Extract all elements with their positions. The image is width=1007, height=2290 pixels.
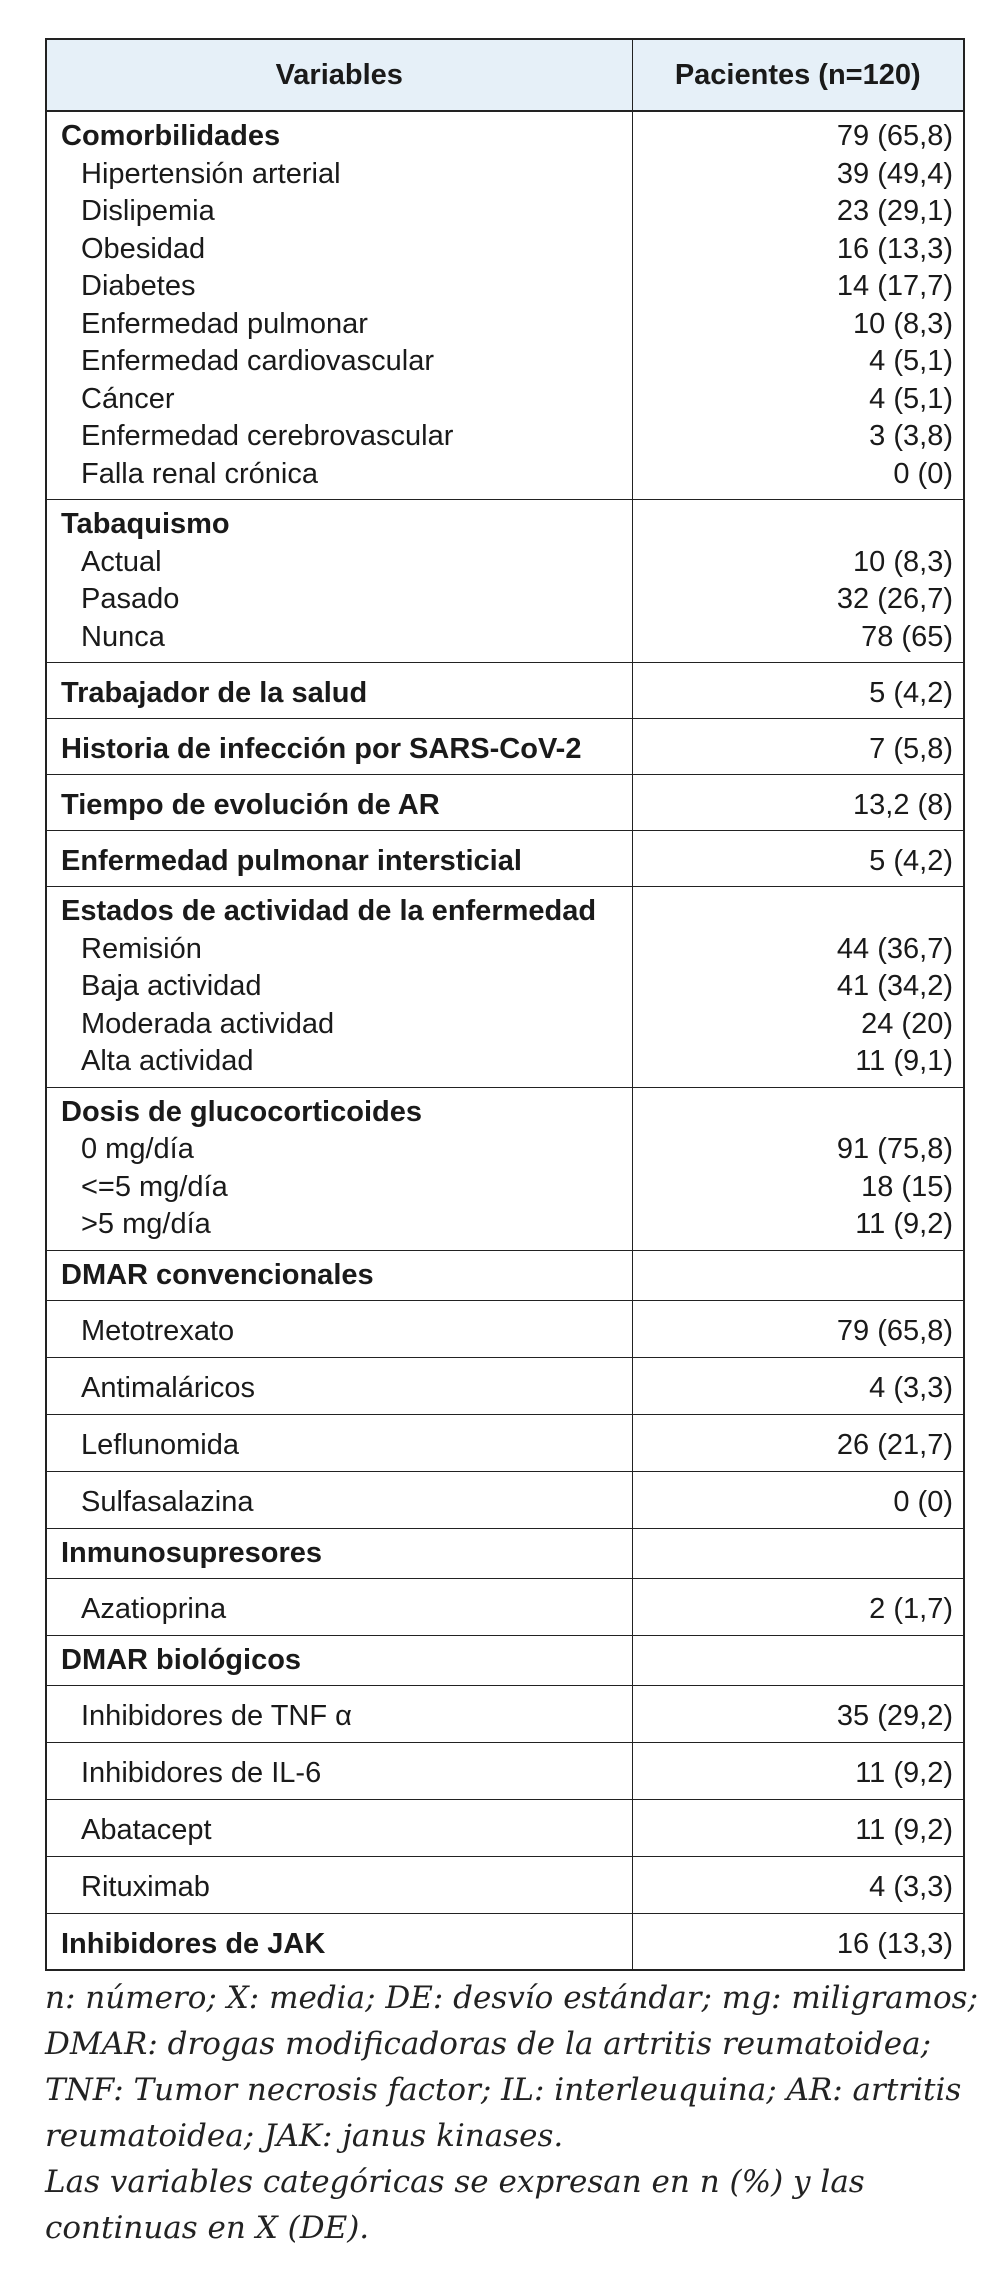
item-label: Cáncer: [81, 382, 175, 415]
item-label: Hipertensión arterial: [81, 157, 341, 190]
item-value: 4 (5,1): [869, 345, 953, 377]
data-table-container: [45, 38, 965, 1971]
item-label: Inhibidores de IL-6: [81, 1756, 322, 1789]
item-label: Dislipemia: [81, 195, 215, 227]
header-variables: Variables: [47, 40, 632, 111]
section-inmunosupresores: [47, 1528, 963, 1578]
header-patients: Pacientes (n=120): [632, 40, 963, 111]
item-label: Alta actividad: [81, 1045, 254, 1077]
item-value: 24 (20): [861, 1007, 953, 1040]
item-value: 11 (9,1): [855, 1045, 953, 1077]
row-trabajador-salud: [47, 663, 963, 719]
item-label: Metotrexato: [81, 1314, 235, 1347]
item-label: Enfermedad pulmonar: [81, 307, 368, 340]
item-value: 3 (3,8): [869, 420, 953, 452]
group-title: Dosis de glucocorticoides: [61, 1095, 422, 1128]
item-label: Abatacept: [81, 1813, 212, 1846]
footnote-expression: Las variables categóricas se expresan en n (%) y las continuas en X (DE).: [45, 2164, 865, 2246]
row-label: Trabajador de la salud: [61, 677, 368, 709]
patients-table: [47, 40, 963, 1969]
table-row: [47, 1414, 963, 1471]
table-row: [47, 1471, 963, 1528]
item-label: <=5 mg/día: [81, 1170, 228, 1203]
row-label: Historia de infección por SARS-CoV-2: [61, 733, 582, 765]
group-glucocorticoides: [47, 1087, 963, 1250]
table-row: [47, 1685, 963, 1742]
item-value: 44 (36,7): [836, 932, 953, 965]
row-historia-infeccion: [47, 719, 963, 775]
item-value: 41 (34,2): [836, 970, 953, 1002]
table-row: [47, 1799, 963, 1856]
table-row: [47, 1300, 963, 1357]
table-header-row: [47, 40, 963, 111]
group-title: Tabaquismo: [61, 508, 230, 540]
item-value: 35 (29,2): [836, 1699, 953, 1732]
item-value: 10 (8,3): [853, 545, 953, 578]
item-value: 39 (49,4): [836, 157, 953, 190]
row-enfermedad-intersticial: [47, 831, 963, 887]
item-label: Moderada actividad: [81, 1007, 335, 1040]
item-value: 26 (21,7): [836, 1428, 953, 1461]
item-label: 0 mg/día: [81, 1133, 194, 1165]
row-value: 5 (4,2): [869, 845, 953, 877]
item-value: 91 (75,8): [836, 1133, 953, 1165]
item-label: Enfermedad cerebrovascular: [81, 420, 454, 452]
row-inhibidores-jak: [47, 1913, 963, 1969]
item-value: 14 (17,7): [836, 270, 953, 302]
group-estados-actividad: [47, 887, 963, 1088]
item-value: 78 (65): [861, 620, 953, 653]
item-value: 16 (13,3): [836, 232, 953, 265]
row-value: 13,2 (8): [853, 789, 953, 821]
item-value: 2 (1,7): [869, 1592, 953, 1625]
row-value: 5 (4,2): [869, 677, 953, 709]
table-footnotes: [45, 1975, 985, 2251]
table-row: [47, 1357, 963, 1414]
item-label: Inhibidores de TNF α: [81, 1699, 352, 1732]
table-row: [47, 1856, 963, 1913]
item-label: Enfermedad cardiovascular: [81, 345, 435, 377]
table-row: [47, 1742, 963, 1799]
row-tiempo-evolucion: [47, 775, 963, 831]
row-label: Inhibidores de JAK: [61, 1927, 326, 1960]
item-value: 0 (0): [893, 1485, 953, 1518]
item-value: 18 (15): [861, 1170, 953, 1203]
row-label: Enfermedad pulmonar intersticial: [61, 845, 522, 877]
item-label: Actual: [81, 545, 162, 578]
section-title: DMAR convencionales: [61, 1258, 374, 1291]
item-value: 79 (65,8): [836, 1314, 953, 1347]
item-label: Baja actividad: [81, 970, 262, 1002]
item-label: Falla renal crónica: [81, 457, 318, 490]
section-dmar-biologicos: [47, 1635, 963, 1685]
item-label: Obesidad: [81, 232, 206, 265]
item-label: Diabetes: [81, 270, 196, 302]
item-label: Leflunomida: [81, 1428, 239, 1461]
item-value: 11 (9,2): [855, 1756, 953, 1789]
section-dmar-convencionales: [47, 1250, 963, 1300]
item-label: Sulfasalazina: [81, 1485, 254, 1518]
row-value: 16 (13,3): [836, 1927, 953, 1960]
item-label: >5 mg/día: [81, 1208, 211, 1240]
item-value: 4 (3,3): [869, 1870, 953, 1903]
item-value: 4 (5,1): [869, 382, 953, 415]
item-value: 11 (9,2): [855, 1208, 953, 1240]
group-tabaquismo: [47, 500, 963, 663]
section-title: DMAR biológicos: [61, 1643, 302, 1676]
row-value: 7 (5,8): [869, 733, 953, 765]
item-label: Nunca: [81, 620, 165, 653]
item-label: Antimaláricos: [81, 1371, 256, 1404]
table-row: [47, 1578, 963, 1635]
row-label: Tiempo de evolución de AR: [61, 789, 440, 821]
group-title-value: 79 (65,8): [836, 120, 953, 152]
item-value: 32 (26,7): [836, 583, 953, 615]
item-label: Remisión: [81, 932, 202, 965]
item-value: 0 (0): [893, 457, 953, 490]
section-title: Inmunosupresores: [61, 1536, 323, 1569]
group-title: Comorbilidades: [61, 120, 281, 152]
item-label: Pasado: [81, 583, 180, 615]
item-label: Azatioprina: [81, 1592, 227, 1625]
group-title: Estados de actividad de la enfermedad: [61, 895, 597, 927]
item-label: Rituximab: [81, 1870, 210, 1903]
item-value: 4 (3,3): [869, 1371, 953, 1404]
item-value: 10 (8,3): [853, 307, 953, 340]
item-value: 23 (29,1): [836, 195, 953, 227]
group-comorbilidades: [47, 111, 963, 500]
footnote-abbreviations: n: número; X: media; DE: desvío estándar; mg: miligramos; DMAR: drogas modificadoras de la artritis reumatoidea; TNF: Tumor necrosis factor; IL: interleuquina; AR: artritis reumatoidea; JAK: janus kinases.: [45, 1980, 979, 2154]
item-value: 11 (9,2): [855, 1813, 953, 1846]
